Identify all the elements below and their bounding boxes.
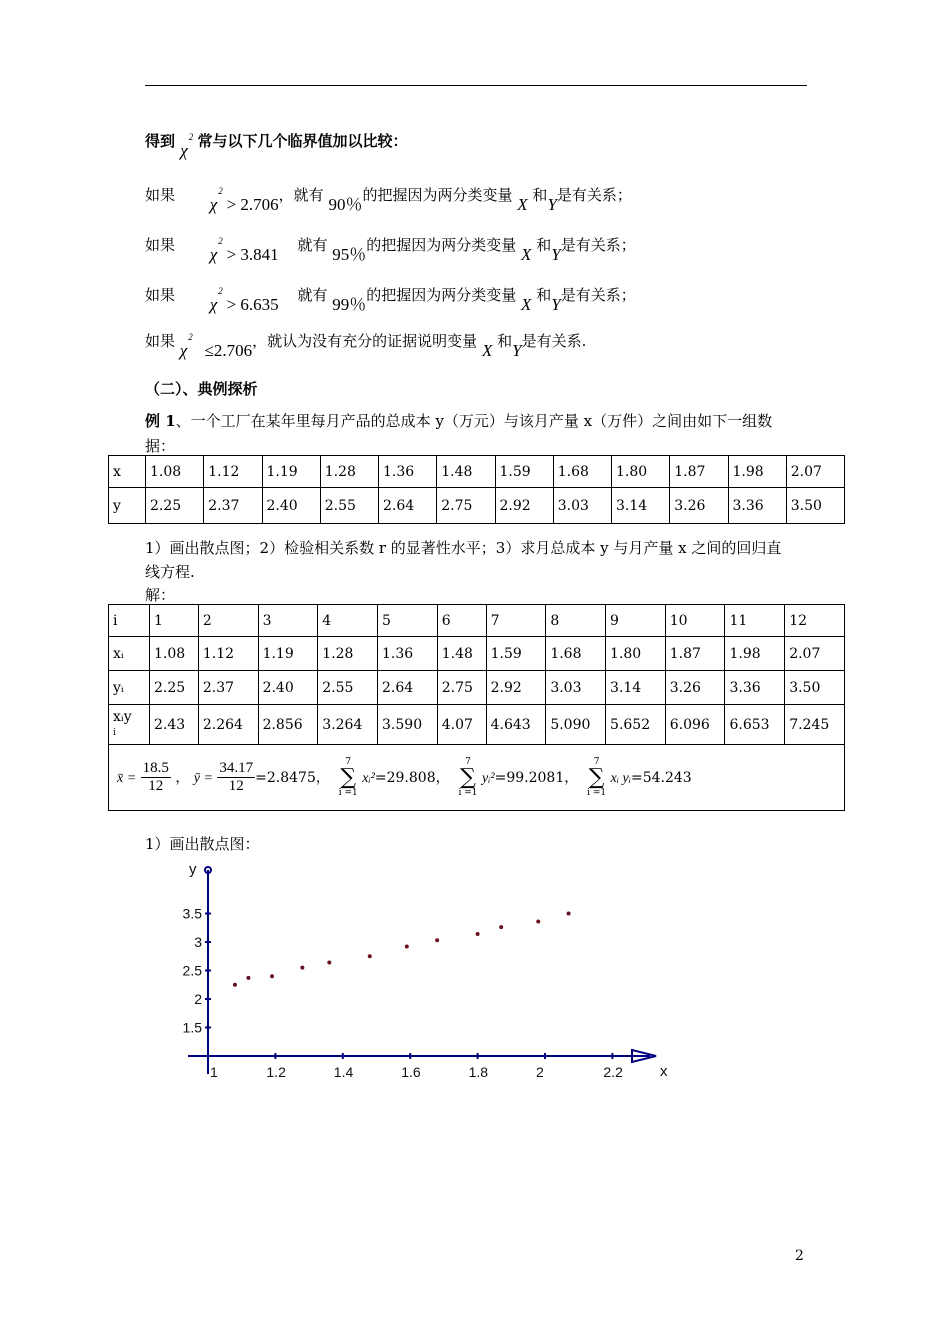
threshold-value: > 2.706 [226,195,279,214]
scatter-plot [170,852,690,1092]
table-cell: 6 [437,605,486,637]
table-cell: 9 [606,605,666,637]
scatter-point [567,912,571,916]
table-cell: 1.12 [198,637,258,671]
table-cell: 3.14 [612,488,670,524]
table-row: y 2.25 2.37 2.40 2.55 2.64 2.75 2.92 3.03 3.14 3.26 3.36 3.50 [109,488,845,524]
y-tick-label: 3 [194,934,202,950]
confidence-percent: 95％ [332,245,367,264]
table-cell: 6.653 [725,705,785,745]
table-cell: 5.652 [606,705,666,745]
scatter-point [246,976,250,980]
table-cell: 2.55 [320,488,378,524]
confidence-percent: 90％ [328,195,363,214]
table-cell: 1.28 [318,637,378,671]
table-cell: 1.19 [262,456,320,488]
xbar-fraction: $\frac{18.5}{12}$ [142,760,169,794]
table-cell: 1 [150,605,199,637]
table-cell: 1.59 [495,456,553,488]
table-cell: 2.25 [150,671,199,705]
table-cell: 3.26 [665,671,725,705]
example-label: 例 1 [145,412,176,430]
intro-line [145,130,408,160]
table-cell: 12 [785,605,845,637]
table-cell: 1.08 [146,456,204,488]
table-cell: 1.87 [670,456,728,488]
table-cell: 2.25 [146,488,204,524]
y-axis-label: y [189,861,197,878]
condition-line: 如果 $\chi^2 \le 2.706$，就认为没有充分的证据说明变量 X 和Y是有关系. [145,332,587,360]
y-tick-label: 2.5 [182,962,202,979]
ybar-fraction: $\frac{34.17}{12}$ [219,760,254,794]
table-cell: 7 [486,605,546,637]
x-tick-label: 2.2 [603,1064,623,1080]
scatter-point [327,961,331,965]
y-tick-label: 2 [194,991,202,1007]
solution-label: 解： [145,586,176,604]
table-cell: 6.096 [665,705,725,745]
table-cell: 2.43 [150,705,199,745]
scatter-point [368,954,372,958]
summary-row [109,745,845,811]
summary-statistics: x̄ = $\frac{18.5}{12}$ ， ȳ = $\frac{34.17}{12}$ =2.8475， 7 ∑ i =1 xᵢ²=29.808， 7 ∑ i =1 yᵢ²=99.2081， 7 ∑ i =1 xᵢ yᵢ=54.243 [109,745,845,811]
x-tick-label: 1.6 [401,1064,421,1080]
table-cell: 2 [198,605,258,637]
scatter-point [536,919,540,923]
table-cell: 3.590 [378,705,438,745]
table-cell: 2.40 [262,488,320,524]
table-cell: 1.48 [437,456,495,488]
table-row: i 1 2 3 4 5 6 7 8 9 10 11 12 [109,605,845,637]
table-cell: 1.68 [553,456,611,488]
intro-rest-text: 常与以下几个临界值加以比较： [197,132,408,150]
table-cell: 3 [258,605,318,637]
table-cell: 1.48 [437,637,486,671]
table-cell: 5.090 [546,705,606,745]
scatter-point [435,938,439,942]
table-cell: 2.37 [204,488,262,524]
table-cell: 8 [546,605,606,637]
scatter-point [233,983,237,987]
questions-text-cont: 线方程. [145,563,195,581]
x-tick-label: 1 [210,1064,218,1080]
y-tick-label: 3.5 [182,905,202,922]
table-cell: 1.68 [546,637,606,671]
table-cell: 1.87 [665,637,725,671]
example-text: 例 1、一个工厂在某年里每月产品的总成本 y（万元）与该月产量 x（万件）之间由如下一组数 [145,412,773,430]
sum-symbol: 7 ∑ i =1 [458,756,478,798]
header-rule [145,85,807,86]
table-cell: 1.08 [150,637,199,671]
table-cell: 2.07 [785,637,845,671]
table-row: x 1.08 1.12 1.19 1.28 1.36 1.48 1.59 1.68 1.80 1.87 1.98 2.07 [109,456,845,488]
table-row: xᵢy i 2.43 2.264 2.856 3.264 3.590 4.07 4.643 5.090 5.652 6.096 6.653 7.245 [109,705,845,745]
table-cell: 1.12 [204,456,262,488]
table-cell: 3.14 [606,671,666,705]
table-cell: 1.59 [486,637,546,671]
table-cell: 1.19 [258,637,318,671]
table-cell: 1.98 [728,456,786,488]
page-number: 2 [795,1248,804,1264]
scatter-point [270,974,274,978]
table-cell: 11 [725,605,785,637]
table-cell: 4 [318,605,378,637]
table-cell: 4.07 [437,705,486,745]
threshold-value: > 3.841 [226,245,279,264]
table-cell: 2.37 [198,671,258,705]
table-cell: 2.64 [378,671,438,705]
y-tick-label: 1.5 [182,1019,202,1036]
scatter-point [300,966,304,970]
table-cell: 2.07 [786,456,844,488]
table-row: xᵢ 1.08 1.12 1.19 1.28 1.36 1.48 1.59 1.68 1.80 1.87 1.98 2.07 [109,637,845,671]
table-cell: 2.856 [258,705,318,745]
table-cell: 3.26 [670,488,728,524]
chi-square-symbol: $\chi^2$ [180,132,194,160]
table-cell: 2.64 [379,488,437,524]
condition-line: 如果 $\chi^2 > 3.841$ 就有 95％的把握因为两分类变量 X 和Y是有关系； [145,236,636,264]
table-cell: 3.03 [546,671,606,705]
table-cell: 3.264 [318,705,378,745]
condition-line: 如果 $\chi^2 > 2.706$，就有 90％的把握因为两分类变量 X 和Y是有关系； [145,186,632,214]
table-cell: 5 [378,605,438,637]
x-tick-label: 1.2 [266,1064,286,1080]
data-table-2 [108,604,845,811]
table-cell: 3.36 [725,671,785,705]
table-cell: 2.92 [495,488,553,524]
x-tick-label: 1.4 [333,1064,354,1080]
table-cell: 3.50 [786,488,844,524]
scatter-point [476,932,480,936]
questions-text: 1）画出散点图；2）检验相关系数 r 的显著性水平；3）求月总成本 y 与月产量 x 之间的回归直 [145,539,782,557]
sum-symbol: 7 ∑ i =1 [587,756,607,798]
threshold-value: ≤2.706 [204,341,253,360]
table-cell: 2.264 [198,705,258,745]
table-cell: 1.36 [379,456,437,488]
table-cell: 2.92 [486,671,546,705]
x-tick-label: 2 [536,1064,544,1080]
confidence-percent: 99％ [332,295,367,314]
table-cell: 1.80 [606,637,666,671]
table-cell: 3.36 [728,488,786,524]
table-cell: 1.28 [320,456,378,488]
data-table-1 [108,455,845,524]
table-row: yᵢ 2.25 2.37 2.40 2.55 2.64 2.75 2.92 3.03 3.14 3.26 3.36 3.50 [109,671,845,705]
table-cell: 3.03 [553,488,611,524]
condition-line: 如果 $\chi^2 > 6.635$ 就有 99％的把握因为两分类变量 X 和Y是有关系； [145,286,636,314]
table-cell: 1.80 [612,456,670,488]
scatter-point [499,925,503,929]
sum-symbol: 7 ∑ i =1 [338,756,358,798]
section-title: （二）、典例探析 [145,380,258,398]
threshold-value: > 6.635 [226,295,279,314]
scatter-point [405,945,409,949]
table-cell: 2.75 [437,488,495,524]
x-tick-label: 1.8 [468,1064,489,1080]
table-cell: 2.55 [318,671,378,705]
table-cell: 7.245 [785,705,845,745]
scatter-heading: 1）画出散点图： [145,835,260,853]
table-cell: 10 [665,605,725,637]
example-text-cont: 据： [145,437,176,455]
table-cell: 1.98 [725,637,785,671]
table-cell: 4.643 [486,705,546,745]
intro-text: 得到 [145,132,176,150]
table-cell: 2.75 [437,671,486,705]
x-axis-label: x [660,1063,668,1080]
table-cell: 2.40 [258,671,318,705]
table-cell: 3.50 [785,671,845,705]
table-cell: 1.36 [378,637,438,671]
